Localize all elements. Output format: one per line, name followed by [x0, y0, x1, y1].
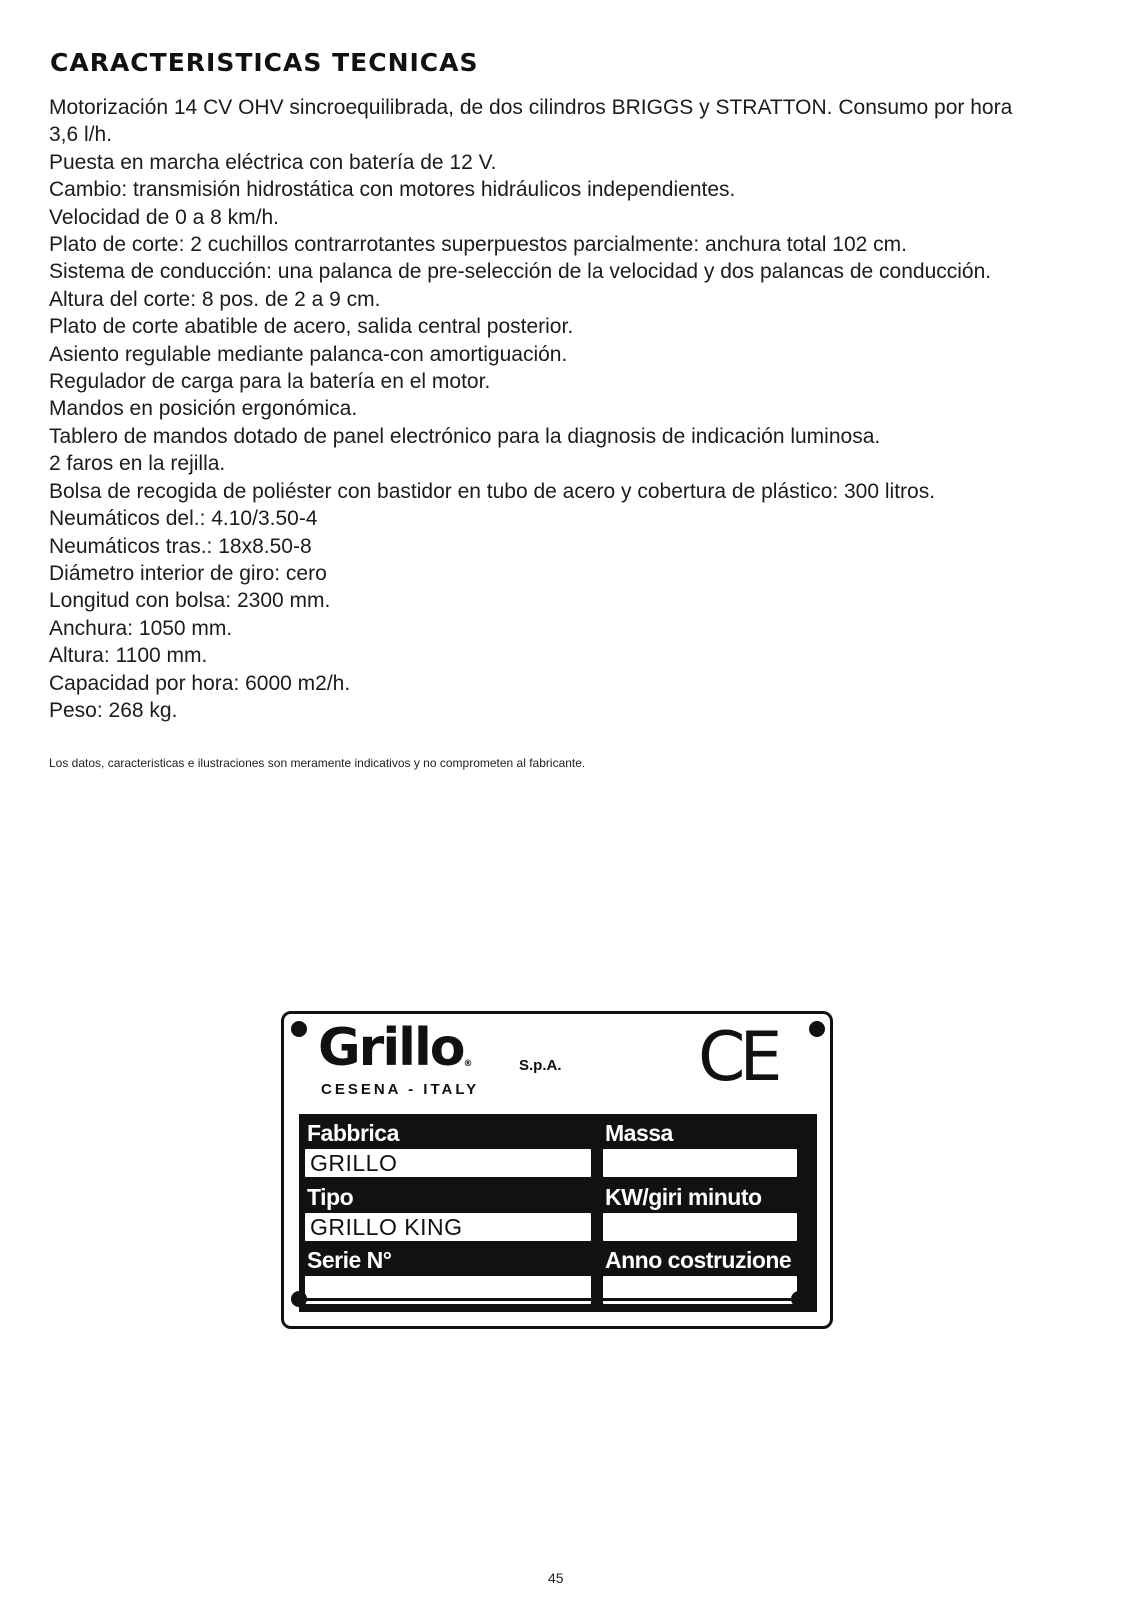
spec-line: Neumáticos del.: 4.10/3.50-4 — [49, 507, 318, 531]
spec-line: Asiento regulable mediante palanca-con amortiguación. — [49, 342, 568, 366]
massa-value — [601, 1147, 799, 1179]
anno-label: Anno costruzione — [605, 1247, 792, 1273]
screw-icon — [291, 1291, 307, 1307]
brand-logo — [318, 1018, 473, 1078]
tipo-value: GRILLO KING — [303, 1211, 593, 1243]
fabbrica-label: Fabbrica — [307, 1120, 399, 1146]
spec-line: Altura: 1100 mm. — [49, 644, 208, 668]
registered-mark: ® — [463, 1059, 473, 1069]
spec-line: Sistema de conducción: una palanca de pre-selección de la velocidad y dos palancas de conducción. — [49, 260, 992, 284]
spec-line: Plato de corte: 2 cuchillos contrarrotantes superpuestos parcialmente: anchura total 102 cm. — [49, 233, 907, 257]
ce-mark-icon: CE — [698, 1018, 777, 1097]
spec-line: 3,6 l/h. — [49, 123, 113, 147]
plate-baseline — [304, 1298, 816, 1301]
spec-line: Neumáticos tras.: 18x8.50-8 — [49, 534, 312, 558]
spec-line: Peso: 268 kg. — [49, 698, 178, 722]
spec-line: Anchura: 1050 mm. — [49, 616, 233, 640]
spec-line: Diámetro interior de giro: cero — [49, 561, 327, 585]
page-heading: CARACTERISTICAS TECNICAS — [50, 48, 479, 77]
fabbrica-value: GRILLO — [303, 1147, 593, 1179]
page-number: 45 — [548, 1570, 564, 1586]
spec-line: Tablero de mandos dotado de panel electrónico para la diagnosis de indicación luminosa. — [49, 424, 881, 448]
serie-label: Serie N° — [307, 1247, 392, 1273]
spec-line: Longitud con bolsa: 2300 mm. — [49, 589, 331, 613]
plate-fields-panel — [299, 1114, 817, 1312]
spec-line: Motorización 14 CV OHV sincroequilibrada, de dos cilindros BRIGGS y STRATTON. Consumo por hora — [49, 96, 1013, 119]
spec-line: 2 faros en la rejilla. — [49, 452, 226, 476]
brand-suffix: S.p.A. — [519, 1057, 562, 1074]
spec-line: Altura del corte: 8 pos. de 2 a 9 cm. — [49, 287, 381, 311]
identification-plate — [281, 1011, 833, 1329]
disclaimer-note: Los datos, caracteristicas e ilustraciones son meramente indicativos y no comprometen al fabricante. — [49, 756, 586, 770]
brand-name: Grillo — [318, 1018, 464, 1078]
spec-line: Plato de corte abatible de acero, salida central posterior. — [49, 315, 574, 339]
spec-line: Cambio: transmisión hidrostática con motores hidráulicos independientes. — [49, 178, 736, 202]
screw-icon — [291, 1021, 307, 1037]
anno-value — [601, 1274, 799, 1306]
spec-line: Velocidad de 0 a 8 km/h. — [49, 205, 279, 229]
brand-city: CESENA - ITALY — [321, 1081, 480, 1098]
spec-line: Capacidad por hora: 6000 m2/h. — [49, 671, 351, 695]
specifications-list — [49, 94, 1099, 724]
massa-label: Massa — [605, 1120, 673, 1146]
tipo-label: Tipo — [307, 1184, 354, 1210]
spec-line: Puesta en marcha eléctrica con batería de 12 V. — [49, 150, 497, 174]
spec-line: Regulador de carga para la batería en el motor. — [49, 370, 491, 394]
serie-value — [303, 1274, 593, 1306]
kw-value — [601, 1211, 799, 1243]
kw-label: KW/giri minuto — [605, 1184, 762, 1210]
screw-icon — [791, 1291, 807, 1307]
spec-line: Bolsa de recogida de poliéster con bastidor en tubo de acero y cobertura de plástico: 300 litros. — [49, 479, 936, 503]
screw-icon — [809, 1021, 825, 1037]
spec-line: Mandos en posición ergonómica. — [49, 397, 358, 421]
